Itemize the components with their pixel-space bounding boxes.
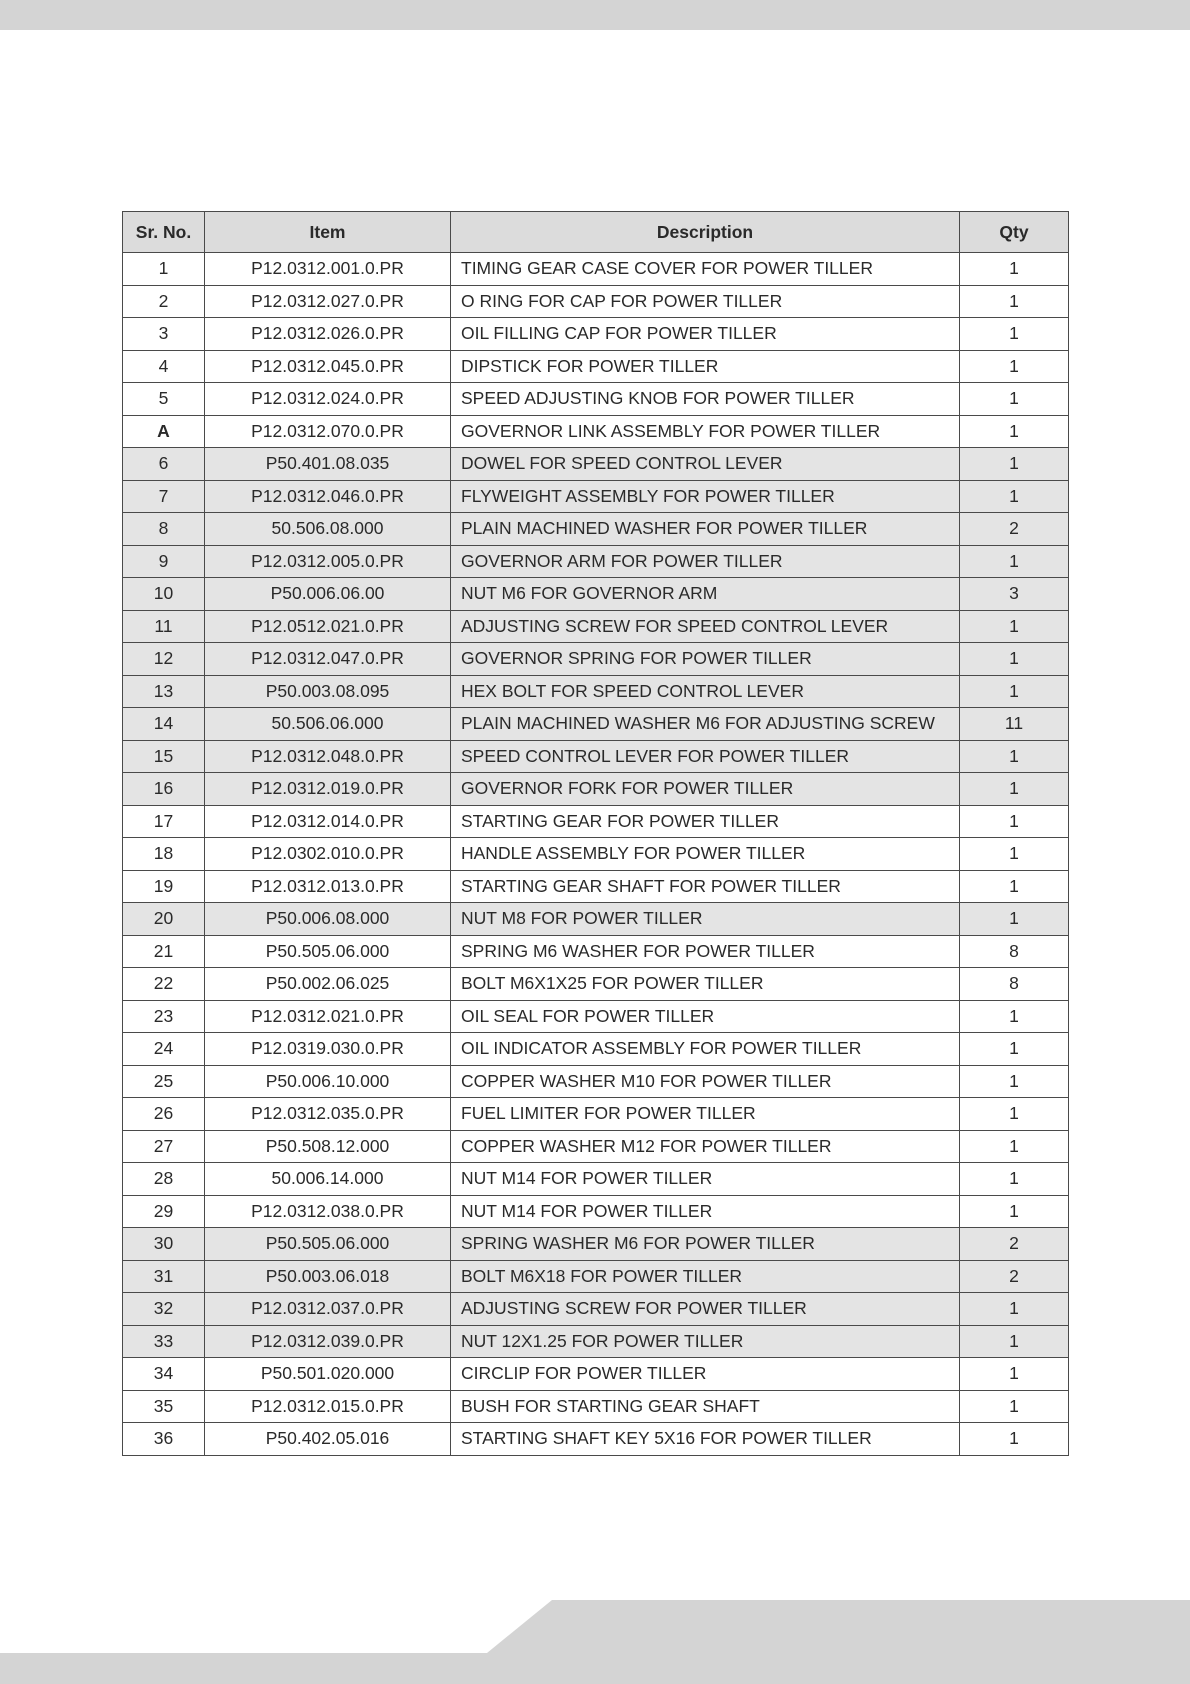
cell-sr-no: 4 bbox=[123, 350, 205, 383]
table-row bbox=[123, 513, 1069, 546]
cell-sr-no: 16 bbox=[123, 773, 205, 806]
cell-qty: 1 bbox=[960, 870, 1069, 903]
cell-sr-no: 22 bbox=[123, 968, 205, 1001]
cell-sr-no: 10 bbox=[123, 578, 205, 611]
table-row bbox=[123, 1195, 1069, 1228]
cell-description: PLAIN MACHINED WASHER FOR POWER TILLER bbox=[451, 513, 960, 546]
table-row bbox=[123, 1228, 1069, 1261]
table-row bbox=[123, 1293, 1069, 1326]
cell-qty: 1 bbox=[960, 415, 1069, 448]
table-row bbox=[123, 318, 1069, 351]
table-header-row bbox=[123, 212, 1069, 253]
cell-item-code: 50.006.14.000 bbox=[205, 1163, 451, 1196]
cell-item-code: P12.0312.046.0.PR bbox=[205, 480, 451, 513]
table-row bbox=[123, 1065, 1069, 1098]
cell-qty: 1 bbox=[960, 610, 1069, 643]
cell-item-code: P12.0302.010.0.PR bbox=[205, 838, 451, 871]
cell-qty: 1 bbox=[960, 1163, 1069, 1196]
footer-decorative-shape bbox=[0, 1600, 1190, 1684]
cell-description: FLYWEIGHT ASSEMBLY FOR POWER TILLER bbox=[451, 480, 960, 513]
table-row bbox=[123, 643, 1069, 676]
table-row bbox=[123, 1423, 1069, 1456]
cell-item-code: 50.506.06.000 bbox=[205, 708, 451, 741]
cell-qty: 1 bbox=[960, 545, 1069, 578]
cell-description: CIRCLIP FOR POWER TILLER bbox=[451, 1358, 960, 1391]
cell-item-code: P12.0312.021.0.PR bbox=[205, 1000, 451, 1033]
table-row bbox=[123, 870, 1069, 903]
cell-qty: 1 bbox=[960, 1098, 1069, 1131]
cell-sr-no: A bbox=[123, 415, 205, 448]
parts-list-table bbox=[122, 211, 1069, 1456]
cell-qty: 1 bbox=[960, 1293, 1069, 1326]
header-item: Item bbox=[205, 212, 451, 253]
cell-qty: 1 bbox=[960, 1325, 1069, 1358]
cell-sr-no: 26 bbox=[123, 1098, 205, 1131]
cell-item-code: P50.006.10.000 bbox=[205, 1065, 451, 1098]
cell-item-code: P12.0312.048.0.PR bbox=[205, 740, 451, 773]
cell-description: DIPSTICK FOR POWER TILLER bbox=[451, 350, 960, 383]
cell-sr-no: 19 bbox=[123, 870, 205, 903]
cell-qty: 1 bbox=[960, 480, 1069, 513]
cell-sr-no: 24 bbox=[123, 1033, 205, 1066]
cell-sr-no: 32 bbox=[123, 1293, 205, 1326]
cell-description: GOVERNOR ARM FOR POWER TILLER bbox=[451, 545, 960, 578]
cell-qty: 1 bbox=[960, 253, 1069, 286]
table-row bbox=[123, 383, 1069, 416]
cell-sr-no: 30 bbox=[123, 1228, 205, 1261]
table-row bbox=[123, 415, 1069, 448]
cell-description: NUT M14 FOR POWER TILLER bbox=[451, 1163, 960, 1196]
table-row bbox=[123, 1033, 1069, 1066]
cell-qty: 1 bbox=[960, 643, 1069, 676]
cell-qty: 1 bbox=[960, 1195, 1069, 1228]
table-row bbox=[123, 610, 1069, 643]
cell-item-code: P50.003.08.095 bbox=[205, 675, 451, 708]
table-row bbox=[123, 740, 1069, 773]
cell-sr-no: 7 bbox=[123, 480, 205, 513]
table-row bbox=[123, 903, 1069, 936]
cell-item-code: P12.0312.037.0.PR bbox=[205, 1293, 451, 1326]
cell-item-code: P12.0312.019.0.PR bbox=[205, 773, 451, 806]
cell-item-code: P12.0312.035.0.PR bbox=[205, 1098, 451, 1131]
cell-description: OIL INDICATOR ASSEMBLY FOR POWER TILLER bbox=[451, 1033, 960, 1066]
table-row bbox=[123, 1325, 1069, 1358]
cell-description: BUSH FOR STARTING GEAR SHAFT bbox=[451, 1390, 960, 1423]
table-row bbox=[123, 805, 1069, 838]
cell-qty: 1 bbox=[960, 350, 1069, 383]
table-row bbox=[123, 1163, 1069, 1196]
table-row bbox=[123, 285, 1069, 318]
cell-qty: 11 bbox=[960, 708, 1069, 741]
cell-qty: 1 bbox=[960, 285, 1069, 318]
cell-sr-no: 13 bbox=[123, 675, 205, 708]
cell-item-code: P12.0312.001.0.PR bbox=[205, 253, 451, 286]
cell-description: GOVERNOR FORK FOR POWER TILLER bbox=[451, 773, 960, 806]
cell-description: STARTING SHAFT KEY 5X16 FOR POWER TILLER bbox=[451, 1423, 960, 1456]
table-row bbox=[123, 1000, 1069, 1033]
cell-description: BOLT M6X1X25 FOR POWER TILLER bbox=[451, 968, 960, 1001]
cell-description: SPRING M6 WASHER FOR POWER TILLER bbox=[451, 935, 960, 968]
cell-qty: 1 bbox=[960, 1130, 1069, 1163]
cell-description: GOVERNOR SPRING FOR POWER TILLER bbox=[451, 643, 960, 676]
table-row bbox=[123, 1390, 1069, 1423]
cell-item-code: P50.402.05.016 bbox=[205, 1423, 451, 1456]
cell-sr-no: 28 bbox=[123, 1163, 205, 1196]
table-row bbox=[123, 253, 1069, 286]
cell-sr-no: 25 bbox=[123, 1065, 205, 1098]
cell-item-code: P50.002.06.025 bbox=[205, 968, 451, 1001]
cell-item-code: P12.0312.013.0.PR bbox=[205, 870, 451, 903]
cell-qty: 1 bbox=[960, 773, 1069, 806]
cell-description: COPPER WASHER M10 FOR POWER TILLER bbox=[451, 1065, 960, 1098]
cell-description: SPRING WASHER M6 FOR POWER TILLER bbox=[451, 1228, 960, 1261]
table-row bbox=[123, 1098, 1069, 1131]
cell-qty: 1 bbox=[960, 740, 1069, 773]
cell-description: STARTING GEAR FOR POWER TILLER bbox=[451, 805, 960, 838]
cell-sr-no: 29 bbox=[123, 1195, 205, 1228]
cell-item-code: P50.505.06.000 bbox=[205, 1228, 451, 1261]
cell-description: SPEED ADJUSTING KNOB FOR POWER TILLER bbox=[451, 383, 960, 416]
cell-sr-no: 23 bbox=[123, 1000, 205, 1033]
table-row bbox=[123, 578, 1069, 611]
cell-item-code: P50.501.020.000 bbox=[205, 1358, 451, 1391]
cell-item-code: P50.508.12.000 bbox=[205, 1130, 451, 1163]
cell-description: NUT M8 FOR POWER TILLER bbox=[451, 903, 960, 936]
cell-qty: 3 bbox=[960, 578, 1069, 611]
cell-sr-no: 14 bbox=[123, 708, 205, 741]
cell-description: NUT M6 FOR GOVERNOR ARM bbox=[451, 578, 960, 611]
cell-sr-no: 27 bbox=[123, 1130, 205, 1163]
cell-qty: 2 bbox=[960, 513, 1069, 546]
table-row bbox=[123, 1130, 1069, 1163]
cell-qty: 1 bbox=[960, 1000, 1069, 1033]
cell-description: SPEED CONTROL LEVER FOR POWER TILLER bbox=[451, 740, 960, 773]
table-row bbox=[123, 675, 1069, 708]
cell-qty: 2 bbox=[960, 1228, 1069, 1261]
table-row bbox=[123, 545, 1069, 578]
cell-description: PLAIN MACHINED WASHER M6 FOR ADJUSTING SCREW bbox=[451, 708, 960, 741]
cell-qty: 1 bbox=[960, 1065, 1069, 1098]
cell-item-code: P50.006.06.00 bbox=[205, 578, 451, 611]
cell-description: ADJUSTING SCREW FOR SPEED CONTROL LEVER bbox=[451, 610, 960, 643]
table-row bbox=[123, 350, 1069, 383]
cell-description: NUT M14 FOR POWER TILLER bbox=[451, 1195, 960, 1228]
cell-item-code: P12.0312.047.0.PR bbox=[205, 643, 451, 676]
table-body bbox=[123, 253, 1069, 1456]
cell-item-code: P12.0312.070.0.PR bbox=[205, 415, 451, 448]
cell-sr-no: 8 bbox=[123, 513, 205, 546]
table-row bbox=[123, 968, 1069, 1001]
header-description: Description bbox=[451, 212, 960, 253]
top-decorative-band bbox=[0, 0, 1190, 30]
table-row bbox=[123, 838, 1069, 871]
cell-item-code: P12.0312.015.0.PR bbox=[205, 1390, 451, 1423]
cell-description: DOWEL FOR SPEED CONTROL LEVER bbox=[451, 448, 960, 481]
cell-sr-no: 18 bbox=[123, 838, 205, 871]
cell-qty: 8 bbox=[960, 968, 1069, 1001]
cell-item-code: P50.505.06.000 bbox=[205, 935, 451, 968]
cell-description: O RING FOR CAP FOR POWER TILLER bbox=[451, 285, 960, 318]
cell-item-code: P50.401.08.035 bbox=[205, 448, 451, 481]
cell-item-code: P12.0312.039.0.PR bbox=[205, 1325, 451, 1358]
cell-item-code: 50.506.08.000 bbox=[205, 513, 451, 546]
cell-qty: 1 bbox=[960, 1358, 1069, 1391]
table-row bbox=[123, 1260, 1069, 1293]
cell-sr-no: 34 bbox=[123, 1358, 205, 1391]
cell-sr-no: 2 bbox=[123, 285, 205, 318]
cell-description: NUT 12X1.25 FOR POWER TILLER bbox=[451, 1325, 960, 1358]
cell-item-code: P12.0312.027.0.PR bbox=[205, 285, 451, 318]
cell-sr-no: 9 bbox=[123, 545, 205, 578]
header-sr-no: Sr. No. bbox=[123, 212, 205, 253]
cell-item-code: P12.0312.026.0.PR bbox=[205, 318, 451, 351]
table-row bbox=[123, 448, 1069, 481]
table-row bbox=[123, 480, 1069, 513]
cell-qty: 1 bbox=[960, 1390, 1069, 1423]
table-row bbox=[123, 935, 1069, 968]
cell-qty: 1 bbox=[960, 383, 1069, 416]
cell-item-code: P50.003.06.018 bbox=[205, 1260, 451, 1293]
cell-item-code: P12.0312.045.0.PR bbox=[205, 350, 451, 383]
cell-qty: 1 bbox=[960, 675, 1069, 708]
cell-item-code: P50.006.08.000 bbox=[205, 903, 451, 936]
cell-qty: 1 bbox=[960, 1423, 1069, 1456]
cell-qty: 2 bbox=[960, 1260, 1069, 1293]
header-qty: Qty bbox=[960, 212, 1069, 253]
cell-sr-no: 6 bbox=[123, 448, 205, 481]
cell-qty: 1 bbox=[960, 448, 1069, 481]
cell-sr-no: 12 bbox=[123, 643, 205, 676]
cell-description: HEX BOLT FOR SPEED CONTROL LEVER bbox=[451, 675, 960, 708]
cell-sr-no: 35 bbox=[123, 1390, 205, 1423]
cell-sr-no: 21 bbox=[123, 935, 205, 968]
cell-sr-no: 33 bbox=[123, 1325, 205, 1358]
cell-description: HANDLE ASSEMBLY FOR POWER TILLER bbox=[451, 838, 960, 871]
cell-item-code: P12.0512.021.0.PR bbox=[205, 610, 451, 643]
cell-sr-no: 31 bbox=[123, 1260, 205, 1293]
cell-description: GOVERNOR LINK ASSEMBLY FOR POWER TILLER bbox=[451, 415, 960, 448]
cell-description: ADJUSTING SCREW FOR POWER TILLER bbox=[451, 1293, 960, 1326]
table-row bbox=[123, 773, 1069, 806]
cell-sr-no: 5 bbox=[123, 383, 205, 416]
cell-description: BOLT M6X18 FOR POWER TILLER bbox=[451, 1260, 960, 1293]
cell-description: COPPER WASHER M12 FOR POWER TILLER bbox=[451, 1130, 960, 1163]
cell-sr-no: 17 bbox=[123, 805, 205, 838]
cell-qty: 1 bbox=[960, 318, 1069, 351]
cell-item-code: P12.0319.030.0.PR bbox=[205, 1033, 451, 1066]
cell-item-code: P12.0312.024.0.PR bbox=[205, 383, 451, 416]
cell-sr-no: 36 bbox=[123, 1423, 205, 1456]
cell-sr-no: 1 bbox=[123, 253, 205, 286]
cell-qty: 8 bbox=[960, 935, 1069, 968]
cell-description: STARTING GEAR SHAFT FOR POWER TILLER bbox=[451, 870, 960, 903]
cell-qty: 1 bbox=[960, 903, 1069, 936]
cell-description: TIMING GEAR CASE COVER FOR POWER TILLER bbox=[451, 253, 960, 286]
cell-item-code: P12.0312.014.0.PR bbox=[205, 805, 451, 838]
cell-description: OIL FILLING CAP FOR POWER TILLER bbox=[451, 318, 960, 351]
cell-description: FUEL LIMITER FOR POWER TILLER bbox=[451, 1098, 960, 1131]
cell-qty: 1 bbox=[960, 1033, 1069, 1066]
cell-description: OIL SEAL FOR POWER TILLER bbox=[451, 1000, 960, 1033]
cell-qty: 1 bbox=[960, 805, 1069, 838]
cell-sr-no: 3 bbox=[123, 318, 205, 351]
cell-item-code: P12.0312.005.0.PR bbox=[205, 545, 451, 578]
cell-qty: 1 bbox=[960, 838, 1069, 871]
table-row bbox=[123, 708, 1069, 741]
cell-item-code: P12.0312.038.0.PR bbox=[205, 1195, 451, 1228]
cell-sr-no: 11 bbox=[123, 610, 205, 643]
table-row bbox=[123, 1358, 1069, 1391]
cell-sr-no: 15 bbox=[123, 740, 205, 773]
cell-sr-no: 20 bbox=[123, 903, 205, 936]
